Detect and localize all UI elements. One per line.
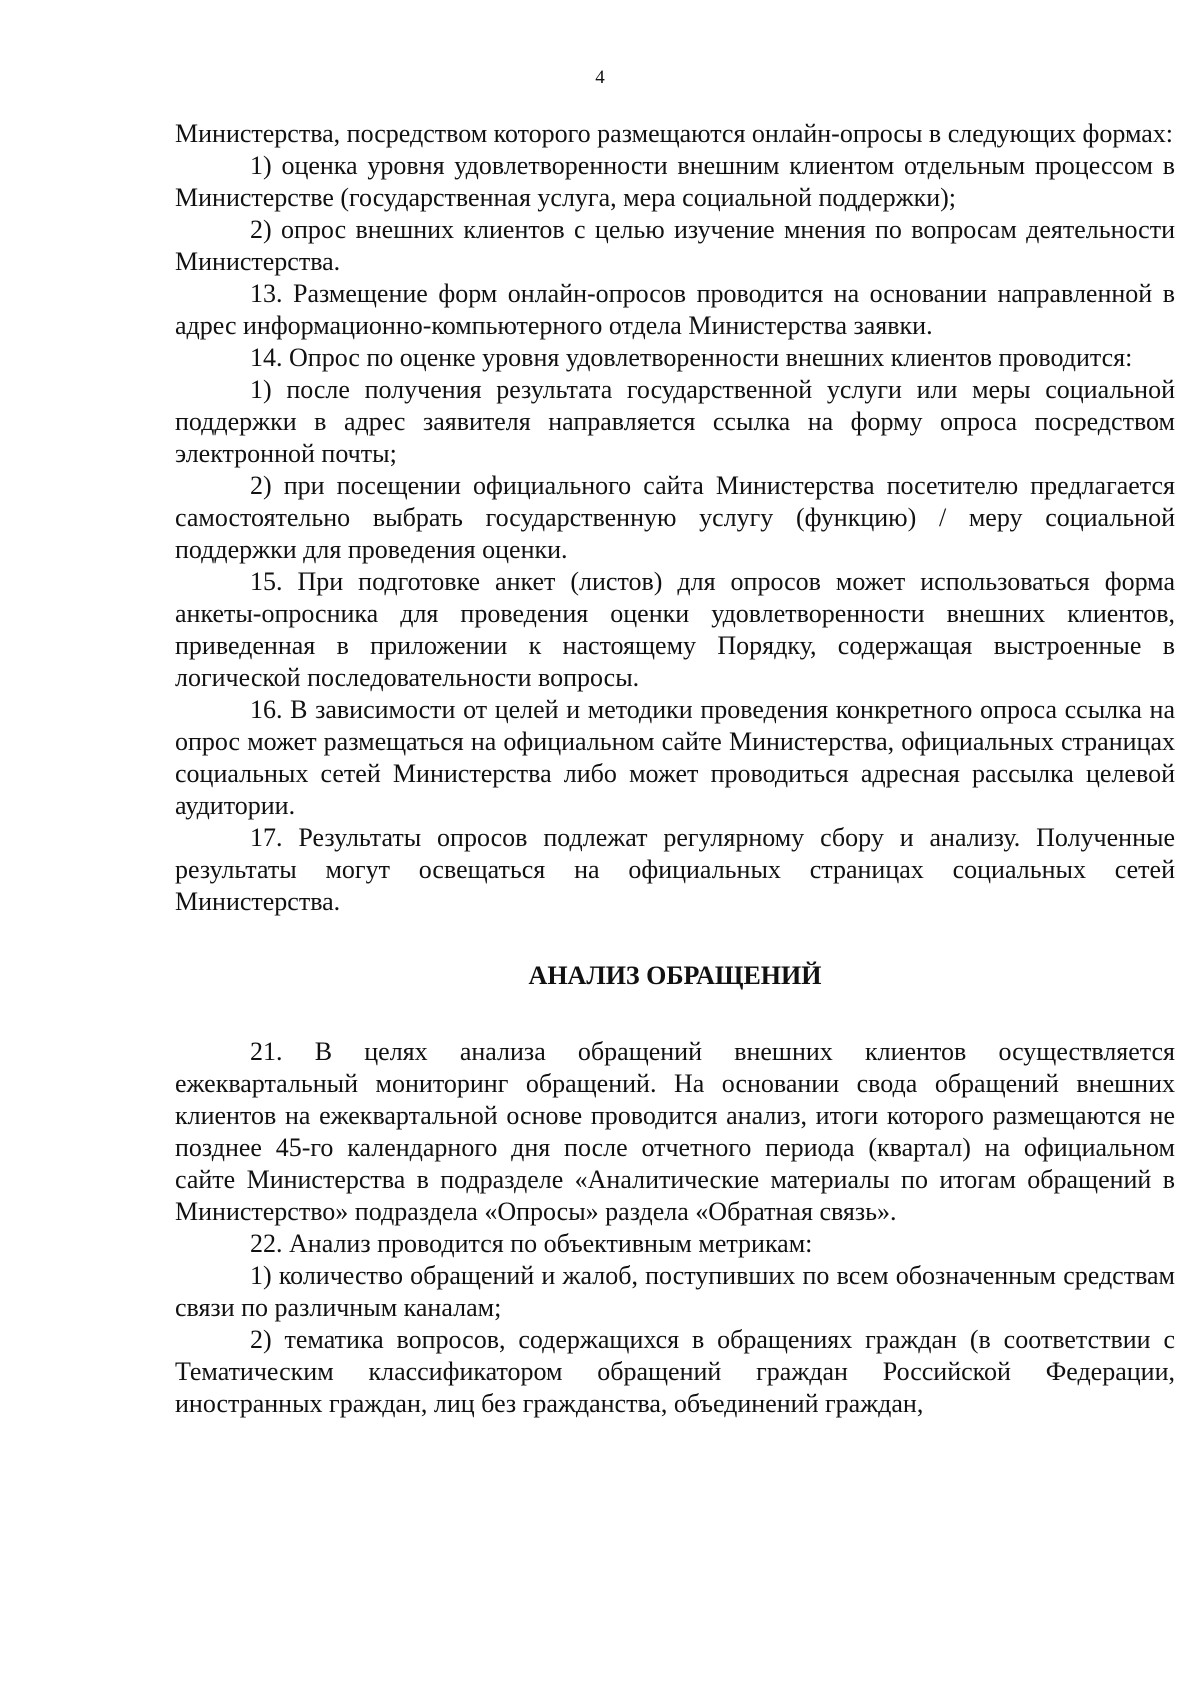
list-item-1-satisfaction-assessment: 1) оценка уровня удовлетворенности внешним клиентом отдельным процессом в Министерстве (государственная услуга, мера социальной поддержки);	[175, 151, 1175, 212]
clause-16: 16. В зависимости от целей и методики проведения конкретного опроса ссылка на опрос может размещаться на официальном сайте Министерства, официальных страницах социальных сетей Министерства либо может проводиться адресная рассылка целевой аудитории.	[175, 695, 1175, 820]
clause-17: 17. Результаты опросов подлежат регулярному сбору и анализу. Полученные результаты могут освещаться на официальных страницах социальных сетей Министерства.	[175, 823, 1175, 916]
page-number: 4	[595, 67, 605, 88]
metric-item-1: 1) количество обращений и жалоб, поступивших по всем обозначенным средствам связи по различным каналам;	[175, 1261, 1175, 1322]
list-item-1-email-link: 1) после получения результата государственной услуги или меры социальной поддержки в адрес заявителя направляется ссылка на форму опроса посредством электронной почты;	[175, 375, 1175, 468]
paragraph-continuation: Министерства, посредством которого размещаются онлайн-опросы в следующих формах:	[175, 119, 1173, 148]
clause-14: 14. Опрос по оценке уровня удовлетворенности внешних клиентов проводится:	[250, 343, 1133, 372]
clause-13: 13. Размещение форм онлайн-опросов проводится на основании направленной в адрес информационно-компьютерного отдела Министерства заявки.	[175, 279, 1175, 340]
section-heading: АНАЛИЗ ОБРАЩЕНИЙ	[528, 961, 822, 990]
document-body	[175, 118, 1175, 1420]
clause-22: 22. Анализ проводится по объективным метрикам:	[250, 1229, 813, 1258]
list-item-2-website-visit: 2) при посещении официального сайта Министерства посетителю предлагается самостоятельно выбрать государственную услугу (функцию) / меру социальной поддержки для проведения оценки.	[175, 471, 1175, 564]
clause-15: 15. При подготовке анкет (листов) для опросов может использоваться форма анкеты-опросника для проведения оценки удовлетворенности внешних клиентов, приведенная в приложении к настоящему Порядку, содержащая выстроенные в логической последовательности вопросы.	[175, 567, 1175, 692]
clause-21: 21. В целях анализа обращений внешних клиентов осуществляется ежеквартальный мониторинг обращений. На основании свода обращений внешних клиентов на ежеквартальной основе проводится анализ, итоги которого размещаются не позднее 45-го календарного дня после отчетного периода (квартал) на официальном сайте Министерства в подразделе «Аналитические материалы по итогам обращений в Министерство» подраздела «Опросы» раздела «Обратная связь».	[175, 1037, 1175, 1226]
metric-item-2: 2) тематика вопросов, содержащихся в обращениях граждан (в соответствии с Тематическим классификатором обращений граждан Российской Федерации, иностранных граждан, лиц без гражданства, объединений граждан,	[175, 1325, 1175, 1418]
list-item-2-client-survey: 2) опрос внешних клиентов с целью изучение мнения по вопросам деятельности Министерства.	[175, 215, 1175, 276]
